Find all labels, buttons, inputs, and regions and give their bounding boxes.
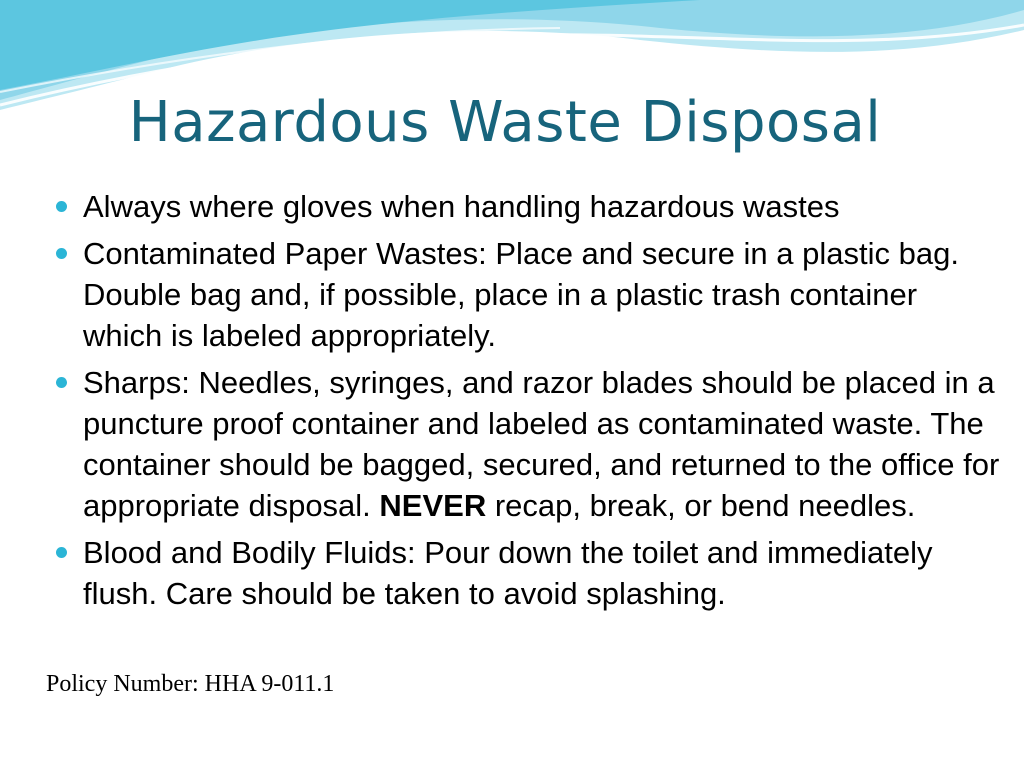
bullet-list <box>50 186 1000 620</box>
bullet-dot-icon <box>56 248 67 259</box>
policy-number: Policy Number: HHA 9-011.1 <box>46 671 335 697</box>
bullet-item-bodily-fluids <box>50 532 1000 614</box>
bullet-dot-icon <box>56 201 67 212</box>
bullet-text: Sharps: Needles, syringes, and razor blades should be placed in a puncture proof container and labeled as contaminated waste. The container should be bagged, secured, and returned to the office for appropriate disposal. <box>83 365 1000 523</box>
bullet-item-sharps <box>50 362 1000 526</box>
bullet-item-paper-wastes <box>50 233 1000 356</box>
bullet-dot-icon <box>56 377 67 388</box>
bullet-text-tail: recap, break, or bend needles. <box>486 488 916 523</box>
bullet-text: Blood and Bodily Fluids: Pour down the toilet and immediately flush. Care should be taken to avoid splashing. <box>83 535 933 611</box>
bullet-emphasis: NEVER <box>379 488 487 523</box>
bullet-text: Always where gloves when handling hazardous wastes <box>83 189 840 224</box>
slide-title: Hazardous Waste Disposal <box>128 90 882 155</box>
bullet-item-gloves <box>50 186 1000 227</box>
bullet-dot-icon <box>56 547 67 558</box>
bullet-text: Contaminated Paper Wastes: Place and secure in a plastic bag. Double bag and, if possible, place in a plastic trash container which is labeled appropriately. <box>83 236 959 353</box>
